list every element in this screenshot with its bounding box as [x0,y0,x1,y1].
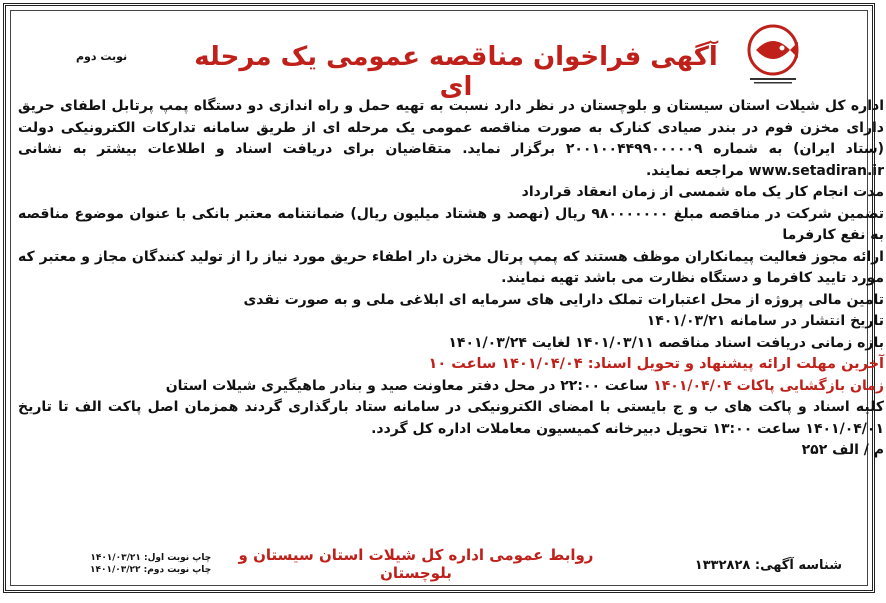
publish-date-line: تاریخ انتشار در سامانه ۱۴۰۱/۰۳/۲۱ [646,313,884,329]
license-paragraph: ارائه مجوز فعالیت پیمانکاران موظف هستند که پمپ پرتال مخزن دار اطفاء حریق مورد نیاز را از تولید کنندگان مجاز و معتبر که مورد تایید کافرما و دستگاه نظارت می باشد تهیه نمایند. [18,248,884,286]
notice-title: آگهی فراخوان مناقصه عمومی یک مرحله ای [194,42,718,102]
opening-line [18,376,884,398]
guarantee-paragraph: تضمین شرکت در مناقصه مبلغ ۹۸۰۰۰۰۰۰۰ ریال (نهصد و هشتاد میلیون ریال) ضمانتنامه معتبر بانکی با عنوان موضوع مناقصه به نفع کارفرما [18,205,884,243]
notice-frame [3,3,884,593]
duration-line: مدت انجام کار یک ماه شمسی از زمان انعقاد قرارداد [521,184,884,200]
fisheries-logo-icon [738,20,808,86]
print-first-date: چاپ نوبت اول: ۱۴۰۱/۰۳/۲۱ [90,553,212,563]
intro-paragraph: اداره کل شیلات استان سیستان و بلوچستان در نظر دارد نسبت به تهیه حمل و راه اندازی دو دستگاه پمپ پرتابل اطفای حریق دارای مخزن فوم در بندر صیادی کنارک به صورت مناقصه عمومی یک مرحله ای از طریق سامانه تدارکات الکترونیکی دولت (ستاد ایران) به شماره ۲۰۰۱۰۰۴۴۹۹۰۰۰۰۰۹ برگزار نماید. متقاضیان برای دریافت اسناد و اطلاعات بیشتر به نشانی www.setadiran.ir مراجعه نمایند. [18,98,884,179]
round-label: نوبت دوم [76,50,128,63]
funding-line: تامین مالی پروژه از محل اعتبارات تملک دارایی های سرمایه ای ابلاغی ملی و به صورت نقدی [243,291,884,308]
ad-id: شناسه آگهی: ۱۳۳۲۸۲۸ [694,558,842,573]
print-second-date: چاپ نوبت دوم: ۱۴۰۱/۰۳/۲۲ [90,565,212,575]
envelopes-paragraph: کلیه اسناد و پاکت های ب و ج بایستی با امضای الکترونیکی در سامانه ستاد بارگذاری گردند همزمان اصل پاکت الف تا تاریخ ۱۴۰۱/۰۴/۰۱ ساعت ۱۳:۰۰ تحویل دبیرخانه کمیسیون معاملات اداره کل گردد. [18,399,884,437]
notice-body [18,96,884,462]
document-period-line: بازه زمانی دریافت اسناد مناقصه ۱۴۰۱/۰۳/۱۱ لغایت ۱۴۰۱/۰۳/۲۴ [448,334,884,351]
deadline-line: آخرین مهلت ارائه پیشنهاد و تحویل اسناد: ۱۴۰۱/۰۴/۰۴ ساعت ۱۰ [428,356,884,372]
opening-label: زمان بازگشایی پاکات ۱۴۰۱/۰۴/۰۴ [653,377,884,394]
opening-detail: ساعت ۲۲:۰۰ در محل دفتر معاونت صید و بنادر ماهیگیری شیلات استان [165,377,649,394]
print-dates [90,552,211,576]
signature-line: روابط عمومی اداره کل شیلات استان سیستان و بلوچستان [238,546,594,582]
notice-code: م / الف ۲۵۲ [801,442,884,458]
